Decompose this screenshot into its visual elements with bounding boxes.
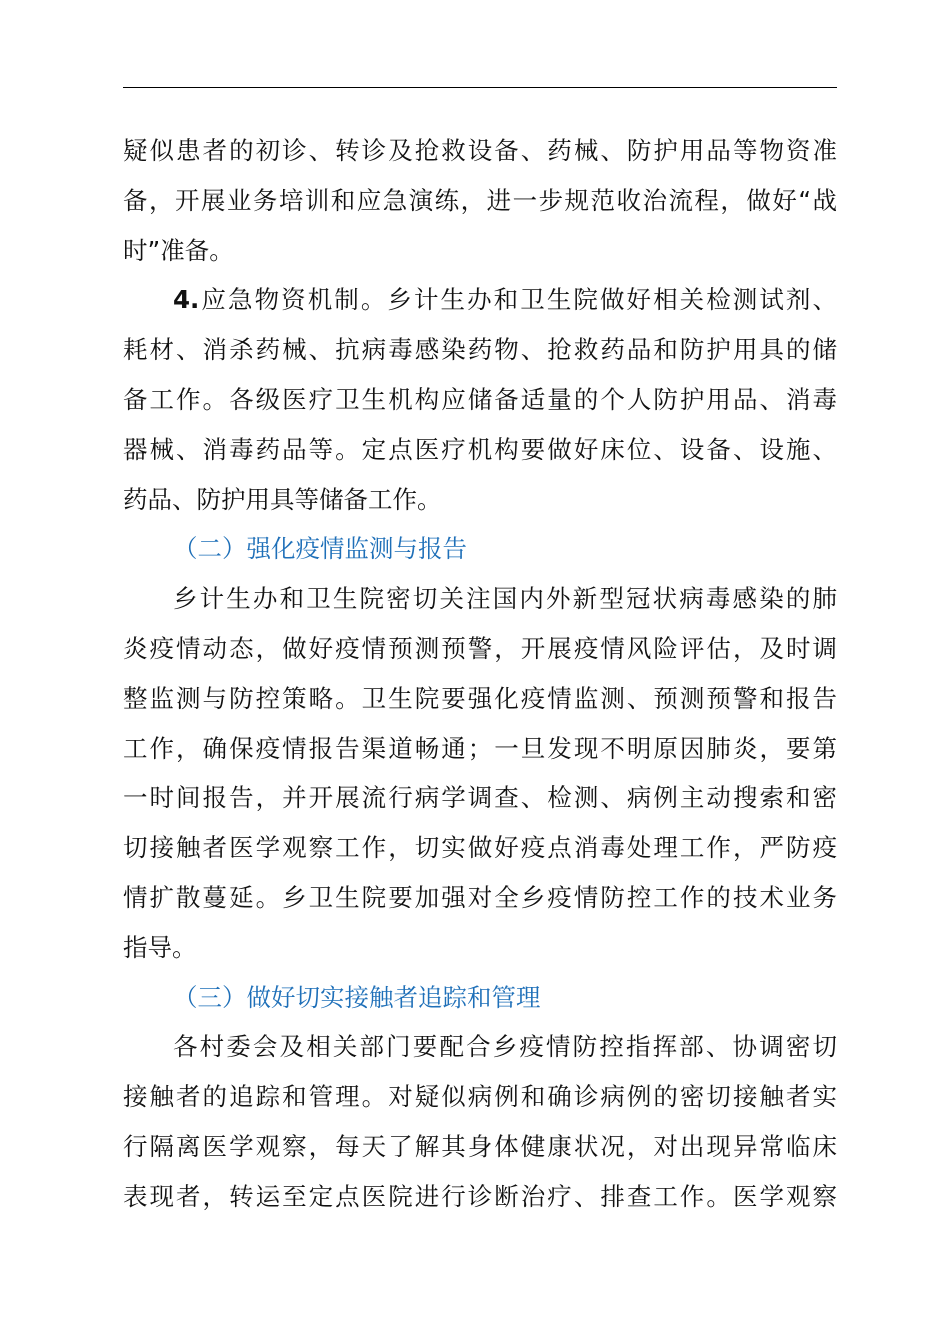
item-number: 4.: [173, 285, 200, 315]
text-line: 时”准备。: [123, 235, 234, 265]
text-line: 乡计生办和卫生院密切关注国内外新型冠状病毒感染的肺: [173, 584, 837, 614]
text-line: 表现者，转运至定点医院进行诊断治疗、排查工作。医学观察: [123, 1181, 837, 1211]
text-line: 情扩散蔓延。乡卫生院要加强对全乡疫情防控工作的技术业务: [123, 882, 837, 912]
text-line-content: 应急物资机制。乡计生办和卫生院做好相关检测试剂、: [199, 285, 837, 315]
text-line: 整监测与防控策略。卫生院要强化疫情监测、预测预警和报告: [123, 683, 837, 713]
text-line: 一时间报告，并开展流行病学调查、检测、病例主动搜索和密: [123, 783, 837, 813]
text-line: 接触者的追踪和管理。对疑似病例和确诊病例的密切接触者实: [123, 1082, 837, 1112]
text-line: 器械、消毒药品等。定点医疗机构要做好床位、设备、设施、: [123, 434, 837, 464]
body-text: [123, 126, 837, 1222]
text-line: 耗材、消杀药械、抗病毒感染药物、抢救药品和防护用具的储: [123, 335, 837, 365]
text-line: [123, 275, 837, 325]
section-heading: （三）做好切实接触者追踪和管理: [173, 982, 541, 1012]
text-line: 炎疫情动态，做好疫情预测预警，开展疫情风险评估，及时调: [123, 633, 837, 663]
text-line: 药品、防护用具等储备工作。: [123, 484, 442, 514]
text-line: 备工作。各级医疗卫生机构应储备适量的个人防护用品、消毒: [123, 384, 837, 414]
section-heading: （二）强化疫情监测与报告: [173, 534, 467, 564]
text-line: 指导。: [123, 932, 197, 962]
text-line: 切接触者医学观察工作，切实做好疫点消毒处理工作，严防疫: [123, 833, 837, 863]
text-line: 工作，确保疫情报告渠道畅通；一旦发现不明原因肺炎，要第: [123, 733, 837, 763]
text-line: 各村委会及相关部门要配合乡疫情防控指挥部、协调密切: [173, 1032, 837, 1062]
text-line: 备，开展业务培训和应急演练，进一步规范收治流程，做好“战: [123, 185, 837, 215]
text-line: 行隔离医学观察，每天了解其身体健康状况，对出现异常临床: [123, 1131, 837, 1161]
text-line: 疑似患者的初诊、转诊及抢救设备、药械、防护用品等物资准: [123, 136, 837, 165]
header-rule: [123, 87, 837, 88]
